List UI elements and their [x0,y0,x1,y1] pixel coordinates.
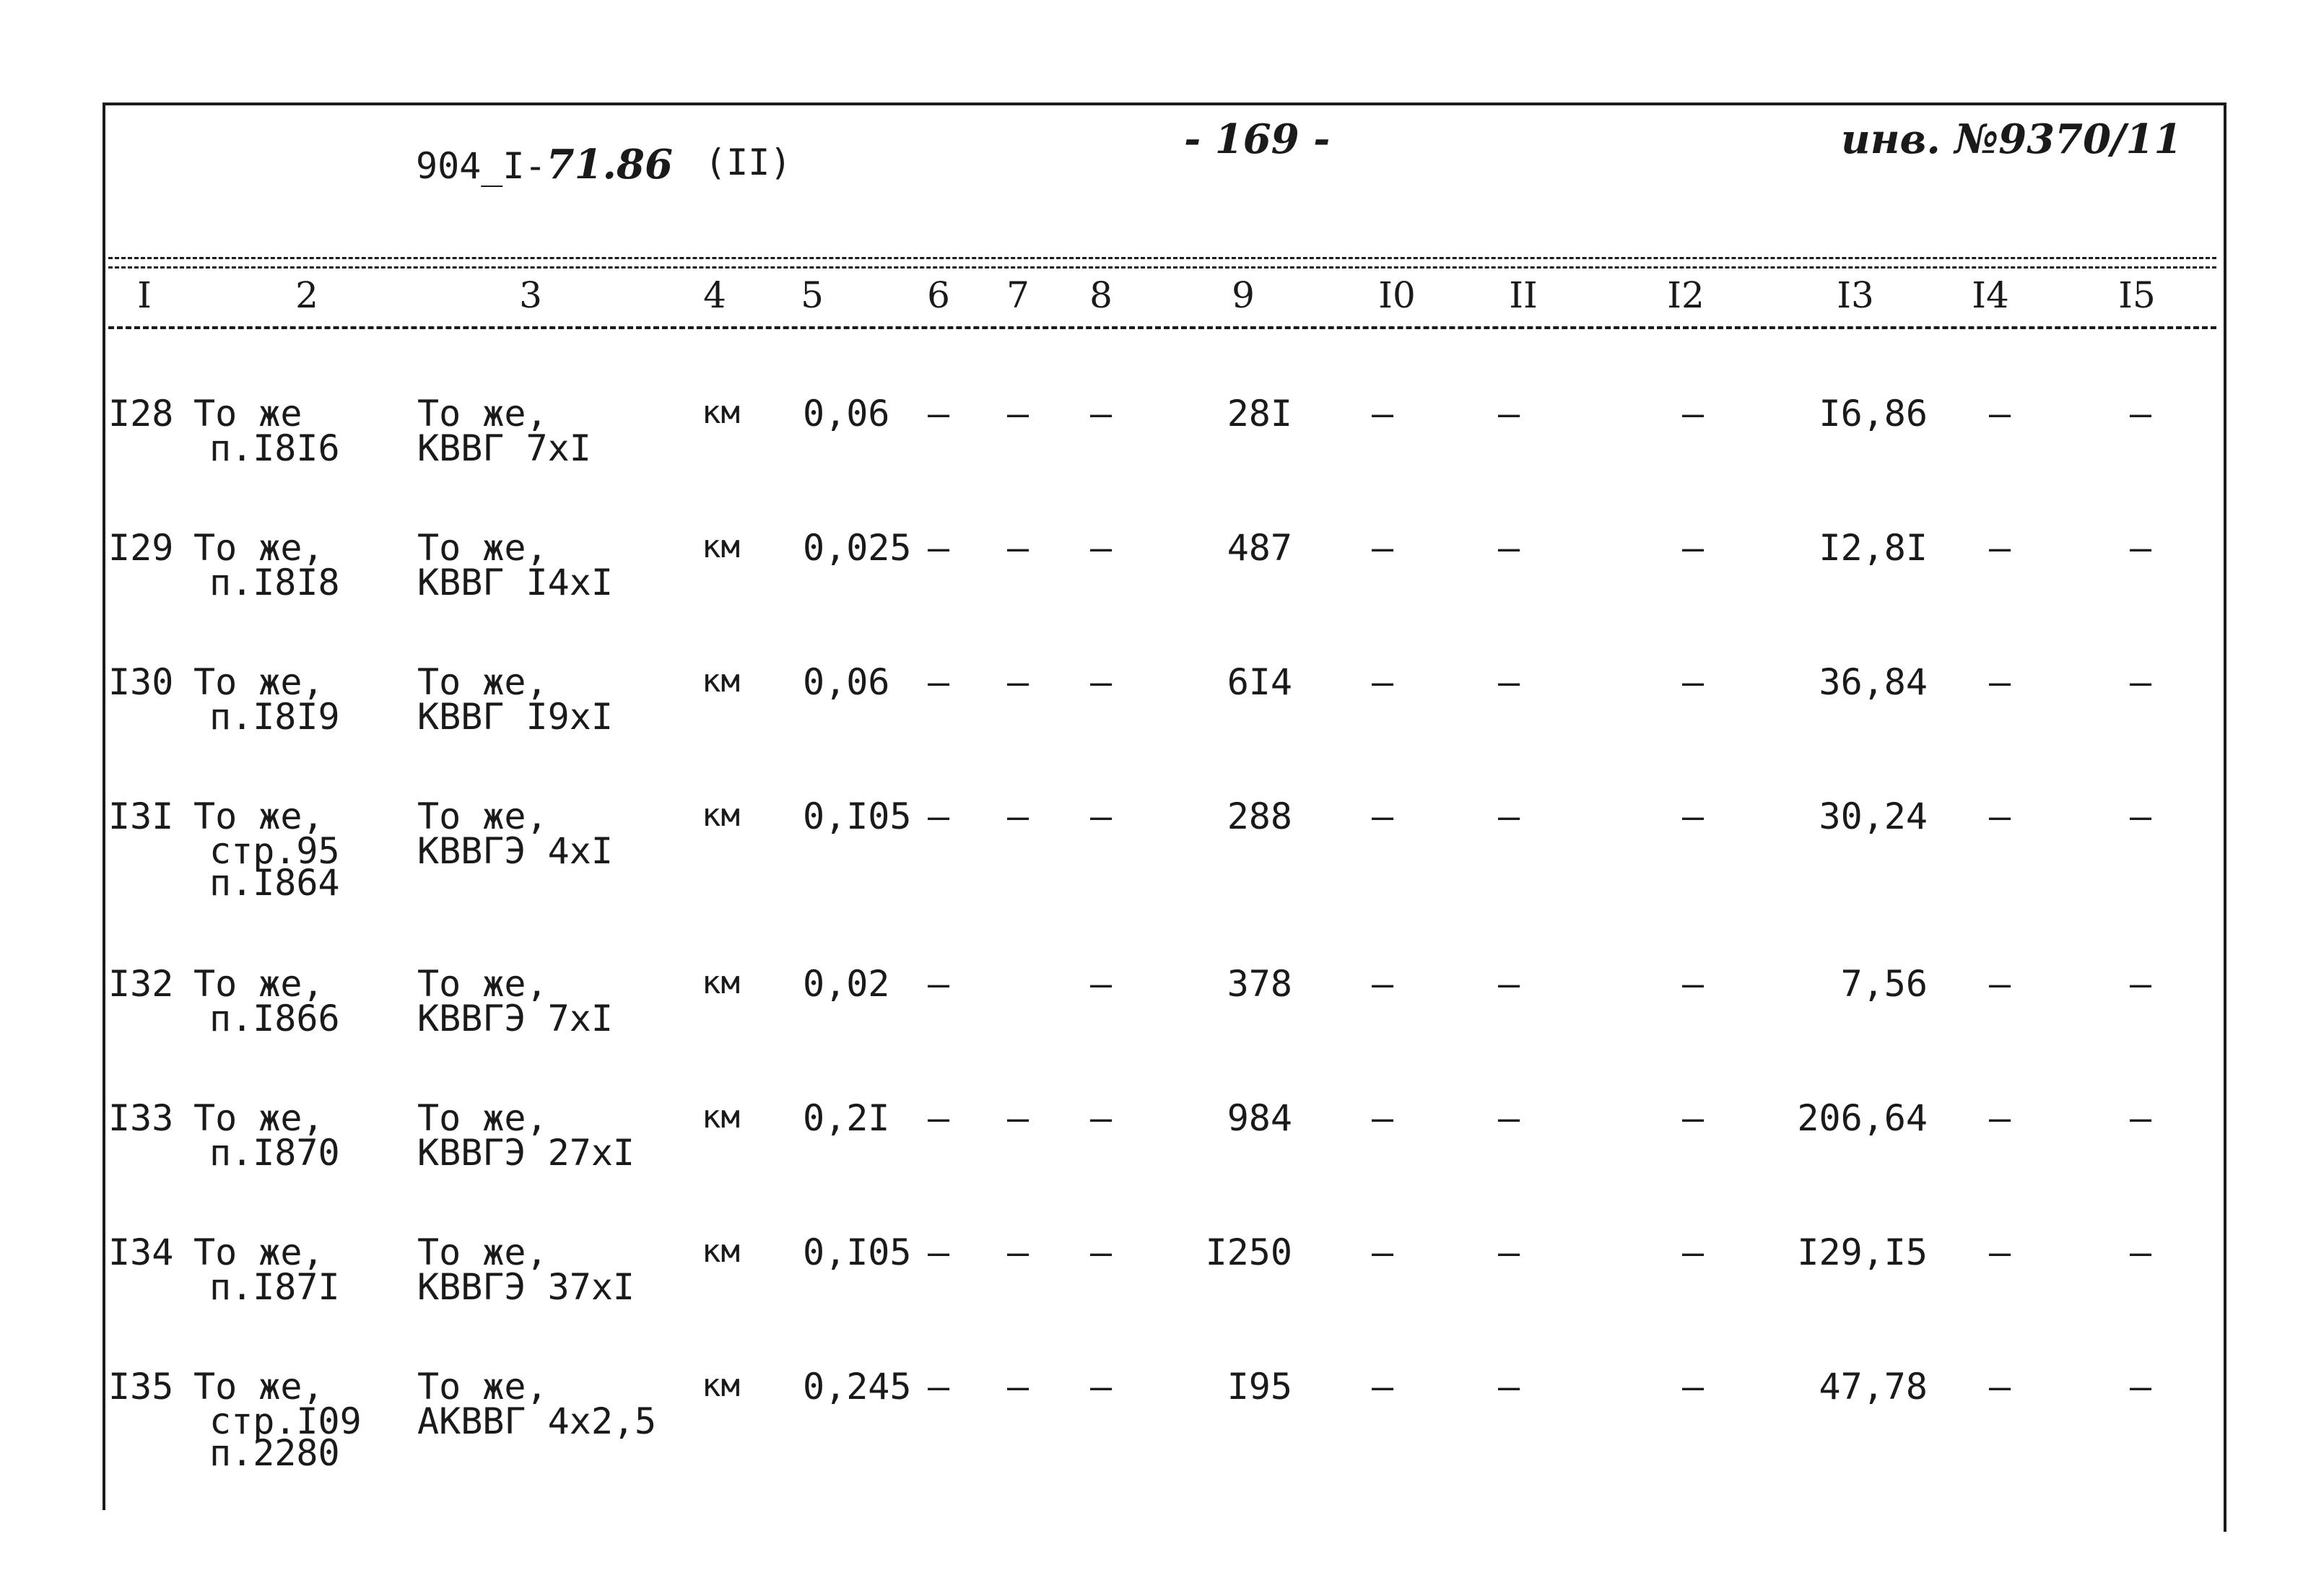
row-dash: – [1089,661,1113,703]
row-number: I35 [108,1366,174,1408]
row-dash: – [1497,1366,1520,1408]
row-dash: – [927,661,950,703]
inventory-number: инв. №9370/11 [1841,115,2182,163]
row-quantity: 0,06 [803,393,890,435]
row-source-line: стр.95 [209,830,340,872]
row-dash: – [1089,1231,1113,1273]
row-dash: – [1681,1231,1705,1273]
row-source-line: стр.I09 [209,1400,362,1442]
row-dash: – [2129,1097,2152,1139]
row-quantity: 0,I05 [803,795,912,837]
row-dash: – [1371,527,1394,569]
row-dash: – [1371,1097,1394,1139]
row-description-line: То же, [417,1097,548,1139]
row-description-line: КВВГ I4хI [417,562,613,603]
row-source-line: п.2280 [209,1432,340,1474]
row-dash: – [1497,1231,1520,1273]
column-header-bottom-rule [108,326,2216,329]
row-source-line: п.I8I9 [209,696,340,738]
row-dash: – [927,1366,950,1408]
row-description-line: КВВГЭ 4хI [417,830,613,872]
row-dash: – [1497,393,1520,435]
column-number: 6 [927,274,950,316]
row-dash: – [1681,393,1705,435]
row-dash: – [1089,1366,1113,1408]
row-quantity: 0,02 [803,963,890,1005]
row-number: I33 [108,1097,174,1139]
row-dash: – [1497,795,1520,837]
row-price: 288 [1227,795,1292,837]
row-source-line: п.I87I [209,1266,340,1308]
row-dash: – [1371,393,1394,435]
row-dash: – [1006,1366,1029,1408]
row-dash: – [1988,661,2011,703]
row-dash: – [1089,963,1113,1005]
row-unit: км [702,394,740,431]
column-number: II [1509,274,1538,316]
row-source-line: То же, [193,661,324,703]
row-dash: – [1371,963,1394,1005]
row-dash: – [1497,661,1520,703]
row-source-line: То же, [193,963,324,1005]
row-description-line: То же, [417,393,548,435]
row-dash: – [1371,1366,1394,1408]
row-dash: – [1681,795,1705,837]
row-dash: – [1371,661,1394,703]
row-dash: – [1006,393,1029,435]
row-unit: км [702,797,740,834]
column-number: 3 [519,274,542,316]
row-unit: км [702,1367,740,1404]
row-dash: – [1681,1366,1705,1408]
row-unit: км [702,1099,740,1135]
row-dash: – [1497,963,1520,1005]
row-source-line: То же, [193,1366,324,1408]
row-source-line: п.I8I8 [209,562,340,603]
row-dash: – [2129,393,2152,435]
column-header-top-rule [108,257,2216,269]
column-number: I0 [1378,274,1416,316]
row-price: 6I4 [1227,661,1292,703]
column-number: 7 [1006,274,1029,316]
column-number: I2 [1667,274,1705,316]
frame-right-line [2224,103,2226,1532]
row-dash: – [1681,963,1705,1005]
column-number: 9 [1232,274,1255,316]
row-description-line: То же, [417,661,548,703]
row-unit: км [702,663,740,699]
row-source-line: То же, [193,1097,324,1139]
column-number: I5 [2118,274,2156,316]
row-dash: – [1089,393,1113,435]
row-dash: – [927,1231,950,1273]
row-price: 487 [1227,527,1292,569]
row-dash: – [2129,795,2152,837]
row-dash: – [1497,527,1520,569]
row-dash: – [1006,1231,1029,1273]
column-number: 8 [1089,274,1113,316]
column-number: 2 [295,274,318,316]
row-total: 30,24 [1819,795,1928,837]
doc-code-prefix: 904_I- [416,145,547,187]
page-number: - 169 - [1184,115,1331,163]
row-number: I29 [108,527,174,569]
column-number: 5 [801,274,824,316]
row-price: 984 [1227,1097,1292,1139]
column-number: I [137,274,152,316]
row-dash: – [2129,1231,2152,1273]
row-description-line: КВВГЭ 7хI [417,998,613,1039]
row-number: I34 [108,1231,174,1273]
row-price: I95 [1227,1366,1292,1408]
row-description-line: То же, [417,795,548,837]
row-dash: – [1988,1366,2011,1408]
row-description-line: То же, [417,1366,548,1408]
row-dash: – [2129,661,2152,703]
row-total: I2,8I [1819,527,1928,569]
row-source-line: п.I866 [209,998,340,1039]
row-quantity: 0,2I [803,1097,890,1139]
row-dash: – [927,963,950,1005]
row-dash: – [927,1097,950,1139]
row-unit: км [702,1233,740,1270]
row-dash: – [1089,527,1113,569]
row-quantity: 0,06 [803,661,890,703]
row-source-line: То же, [193,1231,324,1273]
row-total: I6,86 [1819,393,1928,435]
row-description-line: КВВГЭ 27хI [417,1132,635,1174]
row-quantity: 0,245 [803,1366,912,1408]
row-dash: – [927,527,950,569]
row-number: I32 [108,963,174,1005]
doc-code [416,141,673,188]
row-dash: – [1006,1097,1029,1139]
row-dash: – [1988,795,2011,837]
row-description-line: КВВГ 7хI [417,427,591,469]
row-number: I30 [108,661,174,703]
row-source-line: То же [193,393,302,435]
row-source-line: п.I864 [209,862,340,904]
row-dash: – [1988,527,2011,569]
row-unit: км [702,964,740,1001]
row-total: 206,64 [1797,1097,1928,1139]
row-dash: – [1681,1097,1705,1139]
row-price: 28I [1227,393,1292,435]
row-total: 7,56 [1840,963,1928,1005]
row-unit: км [702,528,740,565]
row-price: I250 [1205,1231,1292,1273]
row-dash: – [1089,795,1113,837]
row-dash: – [1988,393,2011,435]
column-number: 4 [703,274,726,316]
row-number: I3I [108,795,174,837]
row-dash: – [2129,1366,2152,1408]
row-number: I28 [108,393,174,435]
row-description-line: КВВГЭ 37хI [417,1266,635,1308]
row-description-line: То же, [417,1231,548,1273]
row-dash: – [1006,527,1029,569]
row-total: I29,I5 [1797,1231,1928,1273]
row-source-line: То же, [193,527,324,569]
row-dash: – [1988,1097,2011,1139]
row-dash: – [1006,661,1029,703]
row-total: 47,78 [1819,1366,1928,1408]
row-total: 36,84 [1819,661,1928,703]
frame-top-line [103,103,2226,105]
row-source-line: п.I870 [209,1132,340,1174]
row-dash: – [1006,795,1029,837]
doc-code-hand: 71.86 [546,141,673,188]
row-dash: – [1988,963,2011,1005]
row-dash: – [1497,1097,1520,1139]
row-description-line: То же, [417,527,548,569]
column-number: I3 [1837,274,1874,316]
row-description-line: То же, [417,963,548,1005]
row-dash: – [1681,527,1705,569]
row-quantity: 0,025 [803,527,912,569]
row-dash: – [1681,661,1705,703]
column-number: I4 [1972,274,2009,316]
row-dash: – [1089,1097,1113,1139]
row-dash: – [1988,1231,2011,1273]
row-dash: – [927,393,950,435]
row-dash: – [1371,1231,1394,1273]
row-description-line: АКВВГ 4х2,5 [417,1400,657,1442]
volume-label: (II) [705,141,792,183]
row-source-line: То же, [193,795,324,837]
row-dash: – [2129,963,2152,1005]
row-dash: – [2129,527,2152,569]
row-quantity: 0,I05 [803,1231,912,1273]
row-source-line: п.I8I6 [209,427,340,469]
row-dash: – [927,795,950,837]
row-price: 378 [1227,963,1292,1005]
row-description-line: КВВГ I9хI [417,696,613,738]
row-dash: – [1371,795,1394,837]
